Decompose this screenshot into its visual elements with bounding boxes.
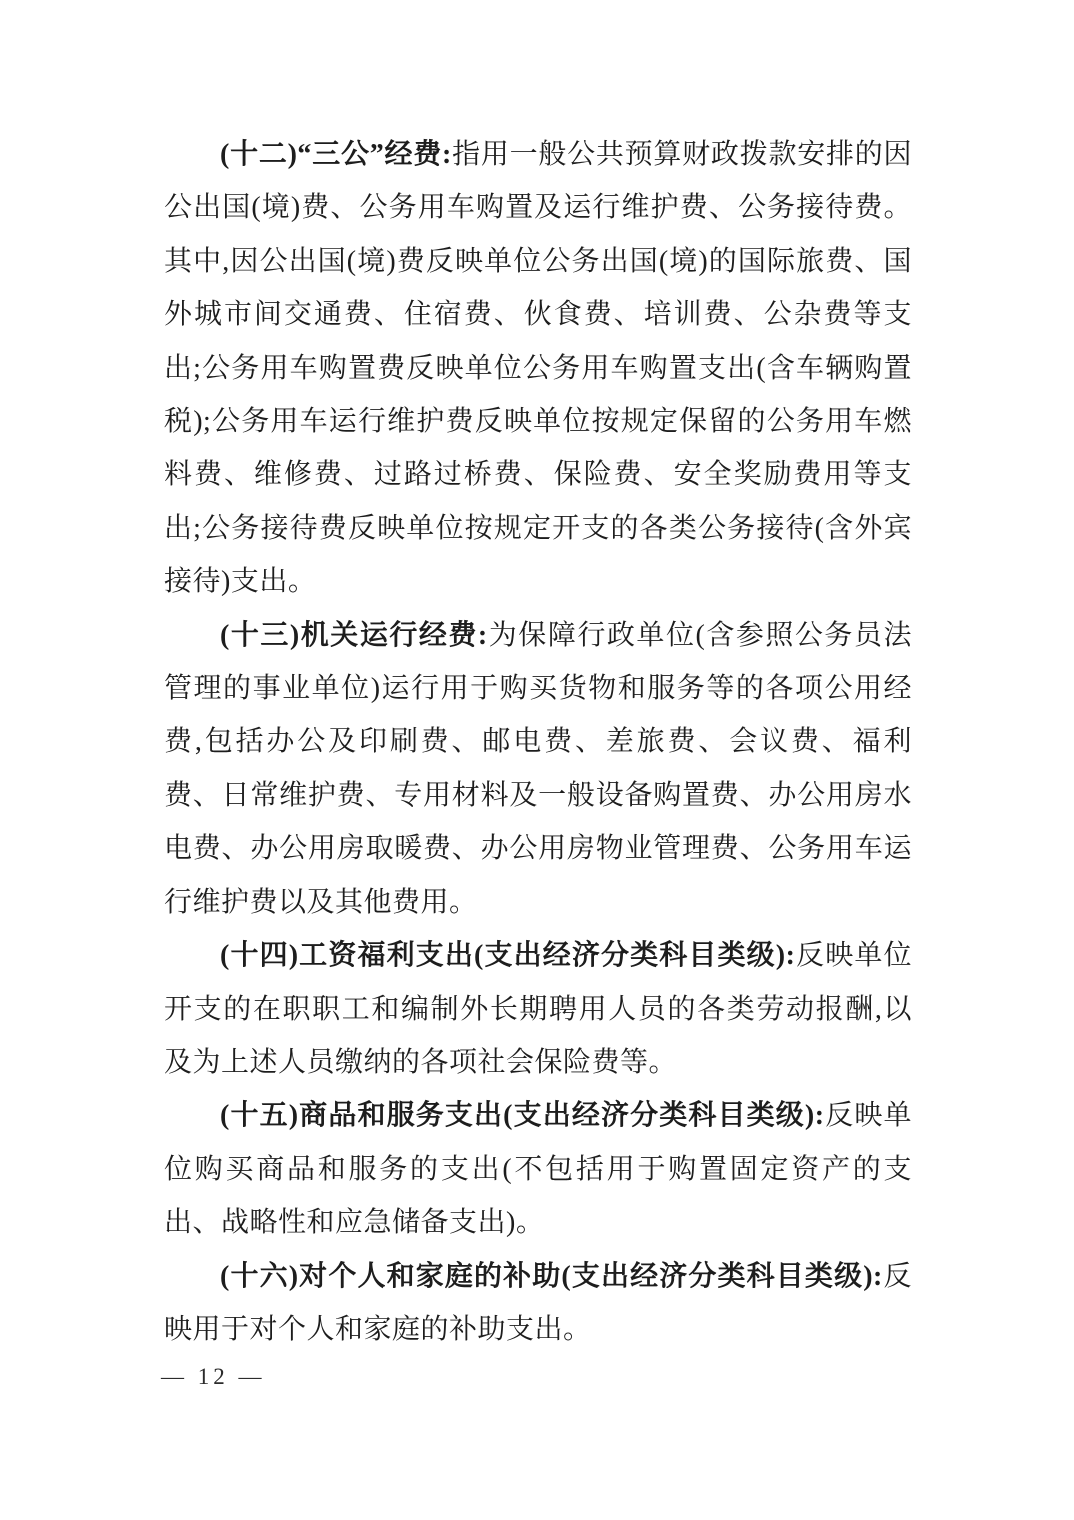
paragraph-15-goods-services-expenditure	[164, 1089, 912, 1249]
paragraph-13-agency-operating-funds	[164, 609, 912, 929]
paragraph-13-body: 为保障行政单位(含参照公务员法管理的事业单位)运行用于购买货物和服务等的各项公用经费,包括办公及印刷费、邮电费、差旅费、会议费、福利费、日常维护费、专用材料及一般设备购置费、办公用房水电费、办公用房取暖费、办公用房物业管理费、公务用车运行维护费以及其他费用。	[164, 619, 912, 918]
paragraph-14-body: 反映单位开支的在职职工和编制外长期聘用人员的各类劳动报酬,以及为上述人员缴纳的各项社会保险费等。	[164, 940, 912, 1078]
paragraph-12-heading: (十二)“三公”经费:	[220, 139, 452, 170]
paragraph-16-heading: (十六)对个人和家庭的补助(支出经济分类科目类级):	[220, 1260, 883, 1292]
paragraph-16-individual-family-subsidy	[164, 1250, 912, 1357]
paragraph-15-heading: (十五)商品和服务支出(支出经济分类科目类级):	[220, 1100, 825, 1132]
paragraph-14-heading: (十四)工资福利支出(支出经济分类科目类级):	[220, 940, 796, 972]
paragraph-16-body: 反映用于对个人和家庭的补助支出。	[164, 1260, 912, 1345]
paragraph-12-body: 指用一般公共预算财政拨款安排的因公出国(境)费、公务用车购置及运行维护费、公务接待费。其中,因公出国(境)费反映单位公务出国(境)的国际旅费、国外城市间交通费、住宿费、伙食费、培训费、公杂费等支出;公务用车购置费反映单位公务用车购置支出(含车辆购置税);公务用车运行维护费反映单位按规定保留的公务用车燃料费、维修费、过路过桥费、保险费、安全奖励费用等支出;公务接待费反映单位按规定开支的各类公务接待(含外宾接待)支出。	[164, 139, 912, 598]
page-number: — 12 —	[161, 1364, 266, 1389]
paragraph-14-wage-welfare-expenditure	[164, 929, 912, 1089]
paragraph-12-sangong-expenses	[164, 128, 912, 609]
paragraph-15-body: 反映单位购买商品和服务的支出(不包括用于购置固定资产的支出、战略性和应急储备支出)。	[164, 1100, 912, 1239]
document-body	[164, 128, 912, 1356]
paragraph-13-heading: (十三)机关运行经费:	[220, 619, 488, 651]
